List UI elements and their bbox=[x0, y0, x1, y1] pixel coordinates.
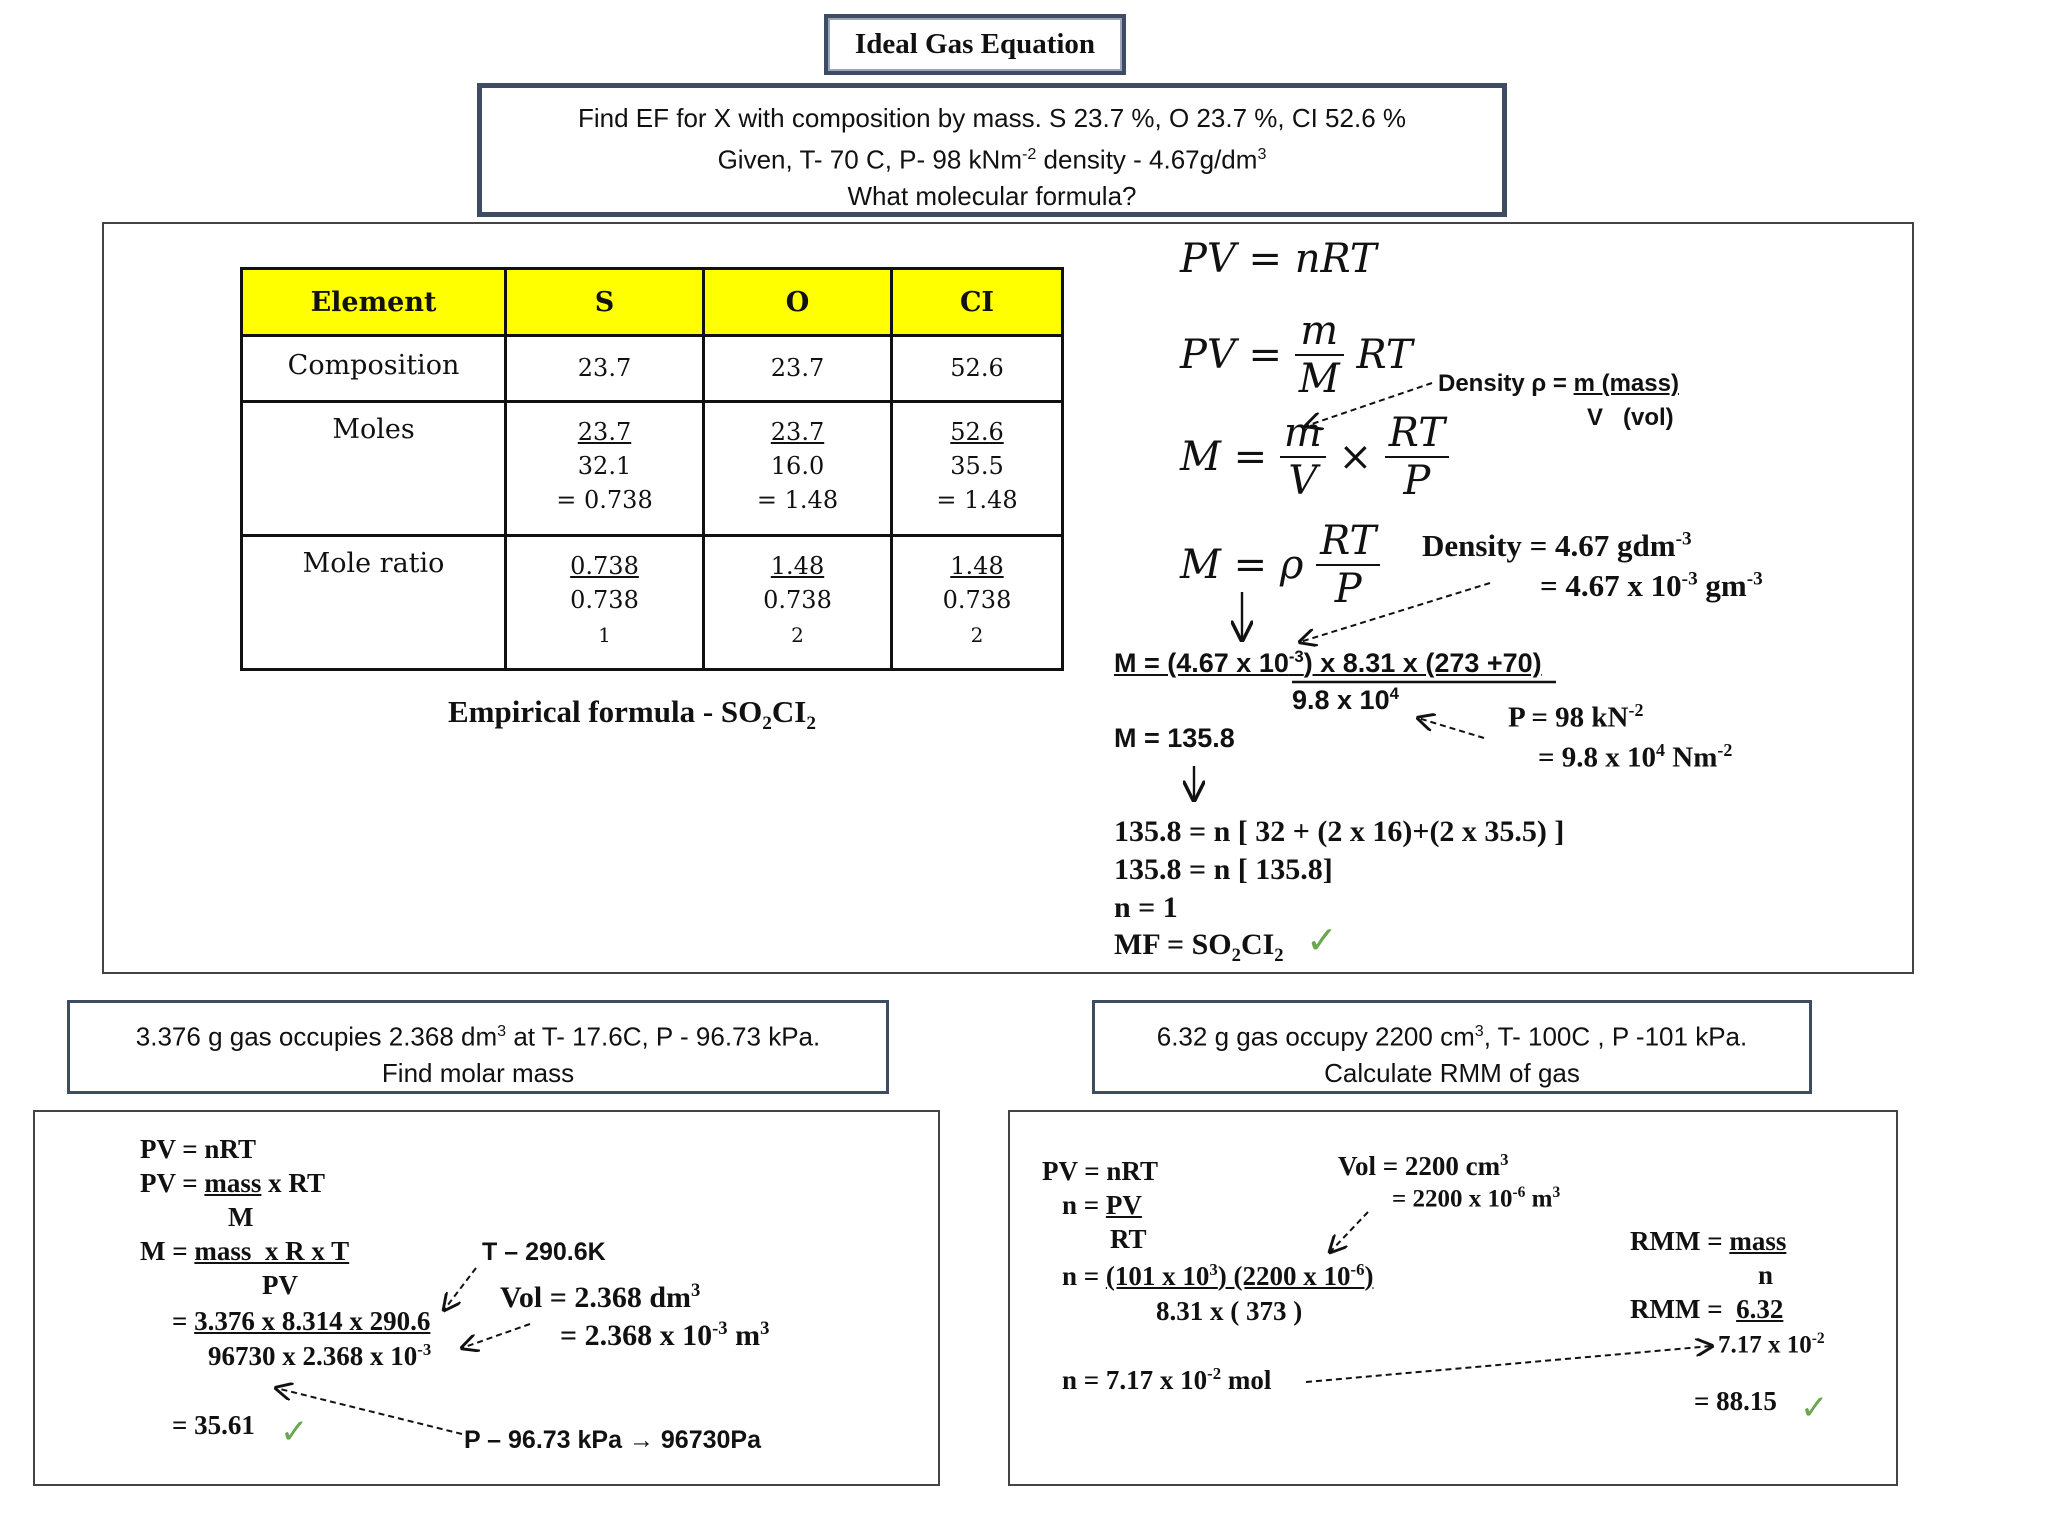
page-title: Ideal Gas Equation bbox=[854, 28, 1096, 60]
table-cell: 23.7 bbox=[704, 336, 892, 402]
row-label: Mole ratio bbox=[242, 536, 506, 670]
table-cell: 23.7 32.1 = 0.738 bbox=[506, 402, 704, 536]
question-1-line-3: What molecular formula? bbox=[847, 180, 1137, 211]
sol3-line-5: 8.31 x ( 373 ) bbox=[1156, 1296, 1303, 1326]
sol2-line-6: = 3.376 x 8.314 x 290.6 bbox=[172, 1306, 431, 1336]
sol2-line-3: M bbox=[228, 1202, 254, 1232]
question-2-line-2: Find molar mass bbox=[381, 1057, 575, 1088]
table-header-cell: O bbox=[704, 269, 892, 336]
pressure-note-1: P = 98 $kN^{-2}$ bbox=[1508, 700, 1644, 734]
table-header-cell: CI bbox=[892, 269, 1063, 336]
table-cell: 1.48 0.738 2 bbox=[704, 536, 892, 670]
table-cell: 1.48 0.738 2 bbox=[892, 536, 1063, 670]
sol3-line-4: n = (101 x $10^3$) (2200 x $10^{-6}$) bbox=[1062, 1260, 1374, 1291]
question-3-line-2: Calculate RMM of gas bbox=[1324, 1057, 1580, 1088]
table-cell: 23.7 16.0 = 1.48 bbox=[704, 402, 892, 536]
question-3-line-1: 6.32 g gas occupy 2200 $cm^3$, T- 100C , P -101 kPa. bbox=[1156, 1021, 1748, 1052]
pressure-note-2: = 9.8 x $10^4$ $Nm^{-2}$ bbox=[1538, 740, 1733, 774]
density-value-2: = 4.67 x $10^{-3}$ $gm^{-3}$ bbox=[1540, 568, 1763, 603]
rmm-line-3: RMM = 6.32 bbox=[1630, 1294, 1784, 1324]
sol2-result: = 35.61 bbox=[172, 1410, 255, 1440]
sol3-line-1: PV = nRT bbox=[1042, 1156, 1158, 1186]
sol3-volume-1: Vol = 2200 $cm^3$ bbox=[1338, 1150, 1509, 1181]
sol2-line-2: PV = mass x RT bbox=[140, 1168, 325, 1198]
table-cell: 52.6 bbox=[892, 336, 1063, 402]
table-cell: 23.7 bbox=[506, 336, 704, 402]
density-definition-note-denominator: V (vol) bbox=[1587, 404, 1674, 431]
dashed-arrow bbox=[444, 1268, 476, 1310]
molar-mass-denominator: 9.8 x $10^4$ bbox=[1292, 684, 1399, 715]
table-cell: 0.738 0.738 1 bbox=[506, 536, 704, 670]
sol3-line-2: n = PV bbox=[1062, 1190, 1142, 1220]
dashed-arrow bbox=[276, 1388, 462, 1434]
pressure-conversion-note: P – 96.73 kPa → 96730Pa bbox=[464, 1426, 761, 1454]
equation-pv-nrt: PV = nRT bbox=[1180, 236, 1377, 282]
dashed-arrow bbox=[1306, 383, 1432, 426]
rmm-result: = 88.15 bbox=[1694, 1386, 1777, 1416]
sol2-line-7: 96730 x 2.368 x $10^{-3}$ bbox=[208, 1340, 432, 1371]
molar-mass-result: M = 135.8 bbox=[1114, 723, 1235, 753]
empirical-formula: Empirical formula - $SO_2CI_2$ bbox=[448, 694, 816, 735]
sol3-line-3: RT bbox=[1110, 1224, 1147, 1254]
table-header-cell: Element bbox=[242, 269, 506, 336]
check-icon: ✓ bbox=[280, 1412, 309, 1452]
n-equation-2: 135.8 = n [ 135.8] bbox=[1114, 853, 1333, 886]
density-definition-note: Density ρ = m (mass) bbox=[1438, 370, 1679, 397]
sol2-line-5: PV bbox=[262, 1270, 298, 1300]
rmm-line-4: 7.17 x $10^{-2}$ bbox=[1718, 1330, 1825, 1359]
dashed-arrow bbox=[462, 1324, 530, 1348]
sol3-line-6: n = 7.17 x $10^{-2}$ mol bbox=[1062, 1364, 1272, 1395]
row-label: Moles bbox=[242, 402, 506, 536]
table-cell: 52.6 35.5 = 1.48 bbox=[892, 402, 1063, 536]
sol2-line-4: M = mass x R x T bbox=[140, 1236, 350, 1266]
dashed-arrow bbox=[1300, 583, 1490, 642]
n-equation-3: n = 1 bbox=[1114, 891, 1178, 924]
rmm-line-1: RMM = mass bbox=[1630, 1226, 1787, 1256]
check-icon: ✓ bbox=[1306, 918, 1338, 962]
dashed-arrow bbox=[1418, 718, 1484, 738]
equation-M-rho: M = ρ $\frac{RT}{P}$ bbox=[1180, 518, 1380, 612]
check-icon: ✓ bbox=[1800, 1388, 1829, 1428]
dashed-arrow bbox=[1306, 1346, 1712, 1382]
n-equation-1: 135.8 = n [ 32 + (2 x 16)+(2 x 35.5) ] bbox=[1114, 815, 1565, 848]
volume-note-1: Vol = 2.368 $dm^3$ bbox=[500, 1280, 701, 1314]
row-label: Composition bbox=[242, 336, 506, 402]
equation-pv-m-over-M: PV = $\frac{m}{M}$ RT bbox=[1180, 308, 1413, 402]
sol2-line-1: PV = nRT bbox=[140, 1134, 256, 1164]
molar-mass-calculation: M = (4.67 x $10^{-3}$) x 8.31 x (273 +70) bbox=[1114, 647, 1542, 678]
table-header-cell: S bbox=[506, 269, 704, 336]
rmm-line-2: n bbox=[1758, 1260, 1774, 1290]
dashed-arrow bbox=[1330, 1212, 1368, 1252]
molecular-formula: MF = $SO_2CI_2$ bbox=[1114, 928, 1284, 966]
density-value-1: Density = 4.67 gdm$^{-3}$ bbox=[1422, 528, 1692, 563]
temperature-note: T – 290.6K bbox=[482, 1238, 606, 1266]
sol3-volume-2: = 2200 x $10^{-6}$ $m^3$ bbox=[1392, 1184, 1561, 1213]
question-1-line-2: Given, T- 70 C, P- 98 kNm$^{-2}$ density - $4.67g/dm^3$ bbox=[717, 144, 1267, 175]
question-1-line-1: Find EF for X with composition by mass. S 23.7 %, O 23.7 %, CI 52.6 % bbox=[577, 103, 1406, 133]
equation-M-m-over-V: M = $\frac{m}{V}$ × $\frac{RT}{P}$ bbox=[1180, 410, 1449, 504]
question-2-line-1: 3.376 g gas occupies 2.368 $dm^3$ at T- 17.6C, P - 96.73 kPa. bbox=[135, 1021, 821, 1052]
volume-note-2: = 2.368 x $10^{-3}$ $m^3$ bbox=[560, 1318, 770, 1352]
